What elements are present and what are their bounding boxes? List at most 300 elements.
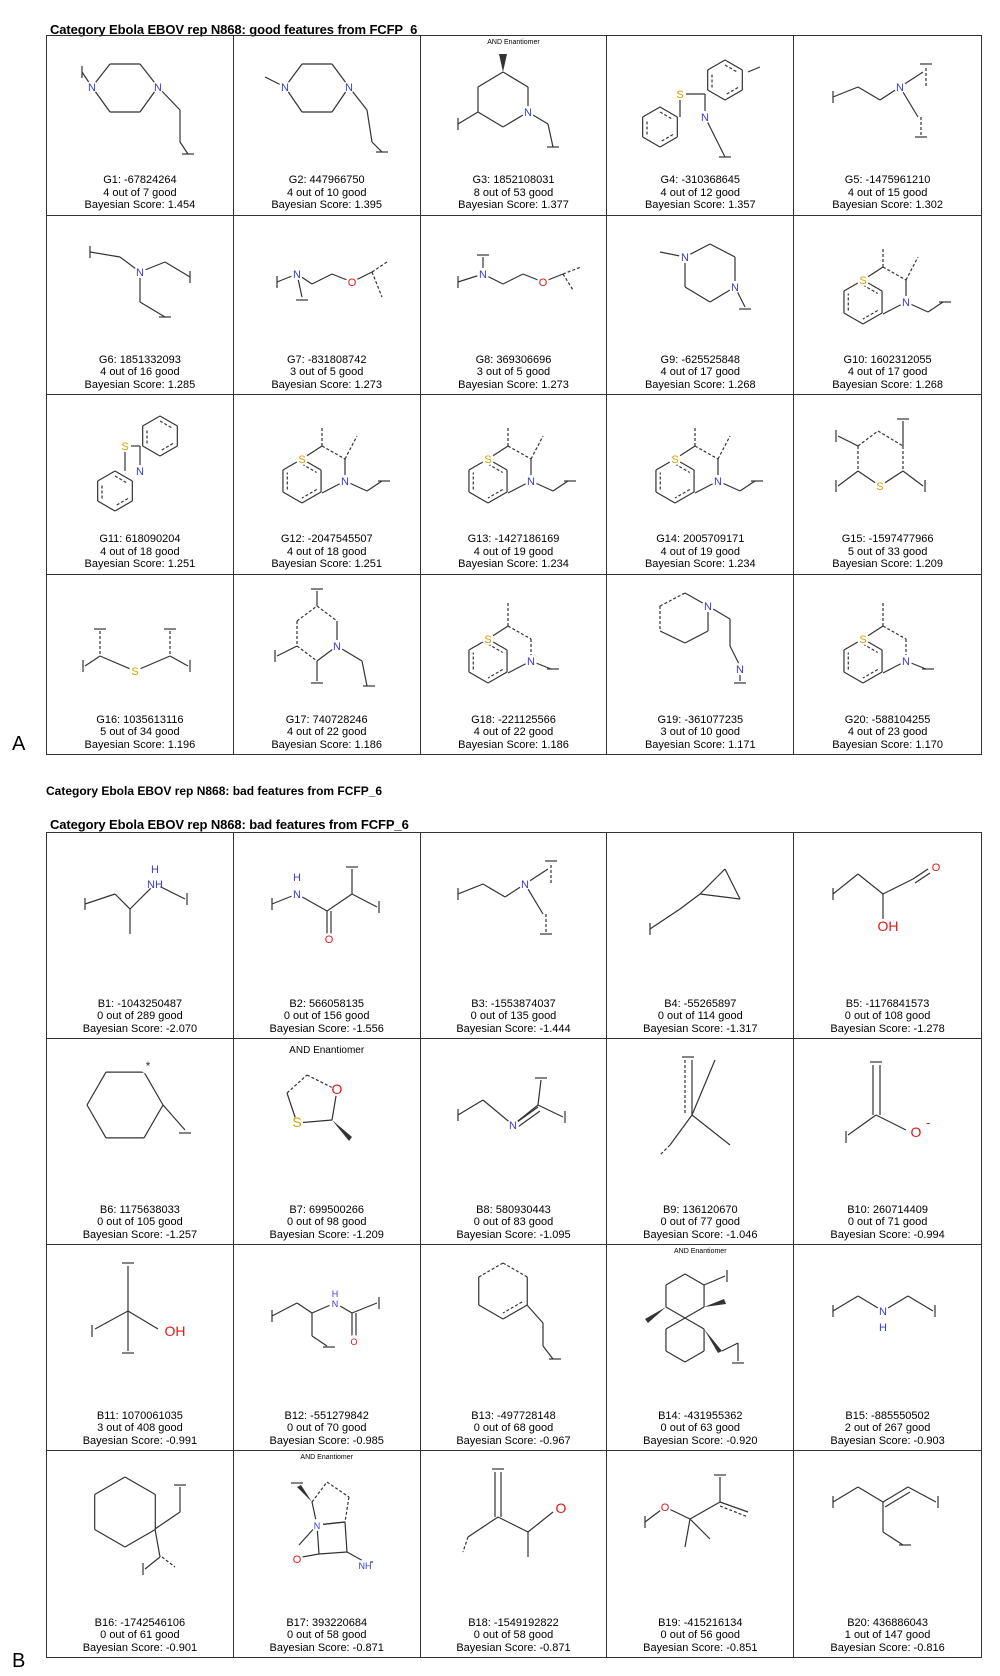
- structure-drawing: [813, 839, 963, 959]
- feature-score: Bayesian Score: -1.317: [643, 1022, 758, 1035]
- feature-score: Bayesian Score: 1.186: [271, 738, 383, 751]
- molecule-sulfide: [83, 629, 190, 678]
- molecule-amide2: [272, 1287, 379, 1347]
- bond: [725, 869, 740, 899]
- aromatic-bond: [863, 310, 878, 319]
- bond: [675, 492, 694, 503]
- feature-good: 5 out of 34 good: [100, 726, 180, 738]
- feature-cell: [421, 395, 608, 575]
- feature-score: Bayesian Score: 1.234: [458, 558, 569, 570]
- atom-n: N: [153, 82, 162, 94]
- feature-caption: [794, 1204, 981, 1242]
- wedge-bond: [297, 1485, 312, 1502]
- bond: [140, 302, 165, 317]
- feature-caption: [234, 1617, 420, 1655]
- feature-cell: [421, 1039, 608, 1245]
- feature-cell: [421, 1245, 608, 1451]
- feature-good: 5 out of 33 good: [847, 545, 928, 558]
- atom-h: H: [150, 864, 159, 876]
- atom-n: N: [521, 879, 530, 891]
- feature-score: Bayesian Score: -1.095: [456, 1228, 571, 1241]
- feature-good: 4 out of 19 good: [660, 545, 741, 558]
- bond: [863, 672, 882, 683]
- bond: [170, 656, 188, 666]
- feature-score: Bayesian Score: -1.209: [269, 1228, 384, 1241]
- bond: [656, 492, 675, 503]
- bond: [720, 1502, 748, 1512]
- atom-n: N: [895, 82, 904, 94]
- bond: [660, 137, 677, 147]
- feature-caption: [794, 354, 981, 392]
- aromatic-bond: [858, 431, 878, 446]
- feature-good: 4 out of 7 good: [103, 186, 177, 199]
- bond: [144, 1072, 163, 1105]
- bond: [272, 1303, 297, 1316]
- bond: [125, 1530, 155, 1548]
- bond: [483, 884, 505, 897]
- bond: [479, 1305, 503, 1319]
- structure-drawing: [252, 1457, 402, 1577]
- feature-good: 4 out of 18 good: [100, 545, 180, 558]
- feature-cell: [794, 216, 981, 396]
- molecule-phenothiazine: [643, 60, 760, 157]
- feature-caption: [234, 533, 420, 571]
- aromatic-bond: [563, 267, 581, 274]
- atom-s: S: [484, 633, 493, 646]
- atom-n: N: [135, 466, 144, 478]
- atom-label: *: [145, 1059, 151, 1073]
- bond: [143, 446, 160, 456]
- atom-h: H: [292, 872, 301, 884]
- feature-cell: [607, 575, 794, 755]
- bond: [883, 879, 913, 894]
- bond: [302, 1554, 319, 1557]
- bond: [858, 87, 880, 100]
- feature-id: B19: -415216134: [658, 1616, 743, 1629]
- bond: [708, 90, 725, 100]
- feature-caption: [607, 354, 793, 392]
- molecule-decalin: [645, 1270, 744, 1363]
- feature-cell: [607, 1451, 794, 1657]
- molecule-imine: [458, 1078, 565, 1132]
- bond: [885, 1492, 910, 1507]
- feature-good: 0 out of 289 good: [97, 1010, 183, 1022]
- molecule-amine-open: [275, 589, 375, 686]
- atom-n: N: [331, 1299, 338, 1309]
- structure-drawing: [65, 401, 215, 521]
- panel-b-title: Category Ebola EBOV rep N868: bad features from FCFP_6: [50, 817, 409, 832]
- aromatic-bond: [695, 446, 718, 459]
- feature-caption: [234, 998, 420, 1036]
- feature-score: Bayesian Score: -1.257: [82, 1228, 198, 1241]
- feature-cell: [234, 1039, 421, 1245]
- bond: [155, 1512, 180, 1529]
- structure-drawing: [813, 222, 963, 342]
- structure-drawing: [65, 1251, 215, 1371]
- bond: [488, 492, 507, 503]
- bond: [928, 302, 943, 312]
- atom-nh: NH: [146, 879, 163, 891]
- feature-id: G2: 447966750: [288, 174, 365, 186]
- feature-score: Bayesian Score: -0.871: [269, 1641, 384, 1654]
- atom-n: N: [479, 268, 488, 281]
- feature-id: G19: -361077235: [657, 713, 744, 726]
- feature-score: Bayesian Score: 1.196: [84, 738, 196, 751]
- feature-caption: [421, 1204, 607, 1242]
- structure-drawing: [625, 581, 775, 701]
- bond: [692, 1060, 715, 1115]
- aromatic-bond: [883, 267, 906, 280]
- molecule-pip-nmethyl: [660, 244, 751, 309]
- structure-drawing: [625, 1045, 775, 1165]
- bond: [367, 481, 382, 491]
- structure-drawing: [438, 222, 588, 342]
- feature-cell: [234, 216, 421, 396]
- bond: [458, 884, 483, 894]
- structure-drawing: [438, 839, 588, 959]
- atom-s: S: [292, 1114, 302, 1130]
- aromatic-bond: [322, 446, 345, 459]
- bond: [710, 244, 735, 257]
- bond: [903, 471, 923, 486]
- bond: [115, 471, 132, 481]
- bond: [913, 869, 928, 879]
- bond: [833, 87, 858, 97]
- bond: [660, 107, 677, 117]
- feature-cell: [47, 1451, 234, 1657]
- atom-n: N: [701, 112, 710, 124]
- molecule-alkene-chain: [833, 1487, 938, 1545]
- bond: [680, 894, 700, 909]
- feature-id: B11: 1070061035: [96, 1409, 183, 1422]
- feature-caption: [607, 1617, 793, 1655]
- feature-caption: [47, 1410, 233, 1448]
- feature-caption: [47, 174, 233, 212]
- aromatic-bond: [675, 490, 690, 499]
- bond: [297, 1303, 312, 1313]
- bond: [908, 1296, 933, 1311]
- feature-caption: [47, 1617, 233, 1655]
- atom-o: O: [347, 276, 356, 289]
- feature-id: B12: -551279842: [284, 1409, 369, 1422]
- feature-good: 4 out of 12 good: [660, 186, 741, 199]
- bond: [87, 1105, 106, 1138]
- feature-caption: [234, 714, 420, 752]
- atom-s: S: [858, 274, 867, 287]
- bond: [858, 874, 883, 894]
- aromatic-bond: [488, 490, 503, 499]
- feature-caption: [421, 714, 607, 752]
- atom-label: OH: [164, 1323, 186, 1339]
- molecule-ether-quat: [645, 1475, 748, 1547]
- bond: [95, 1311, 128, 1329]
- structure-drawing: [65, 1045, 215, 1165]
- feature-id: B15: -885550502: [845, 1409, 930, 1422]
- molecule-amino-ether: [277, 262, 387, 300]
- feature-caption: [794, 714, 981, 752]
- bond: [469, 492, 488, 503]
- bond: [700, 869, 725, 894]
- feature-good: 4 out of 10 good: [286, 186, 367, 199]
- bond: [503, 274, 523, 284]
- aromatic-bond: [508, 626, 531, 639]
- feature-score: Bayesian Score: 1.268: [644, 378, 756, 391]
- bond: [503, 72, 528, 87]
- feature-score: Bayesian Score: 1.285: [84, 378, 196, 391]
- atom-s: S: [298, 454, 306, 466]
- bond: [180, 142, 188, 154]
- bond: [302, 492, 321, 503]
- feature-caption: [794, 1410, 981, 1448]
- feature-good: 0 out of 135 good: [470, 1010, 557, 1022]
- feature-score: Bayesian Score: 1.273: [458, 378, 569, 391]
- feature-good: 0 out of 56 good: [660, 1629, 741, 1641]
- feature-id: B7: 699500266: [289, 1203, 365, 1216]
- aromatic-bond: [297, 646, 317, 661]
- structure-drawing: [813, 581, 963, 701]
- feature-good: 3 out of 5 good: [476, 366, 551, 378]
- feature-caption: [47, 1204, 233, 1242]
- feature-caption: [607, 1410, 793, 1448]
- feature-cell: [47, 36, 234, 216]
- panel-b-grid: [46, 832, 982, 1658]
- structure-drawing: [813, 1045, 963, 1165]
- bond: [312, 274, 332, 284]
- feature-cell: [794, 1451, 981, 1657]
- feature-caption: [421, 533, 607, 571]
- bond: [666, 1318, 685, 1329]
- atom-s: S: [875, 481, 884, 493]
- feature-cell: [421, 216, 608, 396]
- bond: [863, 313, 882, 324]
- bond: [692, 1115, 730, 1145]
- aromatic-bond: [720, 1506, 748, 1517]
- feature-id: B5: -1176841573: [845, 997, 930, 1010]
- structure-drawing: [438, 42, 588, 162]
- feature-good: 4 out of 16 good: [100, 366, 180, 378]
- feature-score: Bayesian Score: -1.444: [456, 1022, 571, 1035]
- wedge-bond: [704, 1329, 722, 1353]
- bond: [883, 1487, 908, 1502]
- bond: [362, 661, 367, 686]
- feature-cell: [794, 395, 981, 575]
- feature-id: B20: 436886043: [847, 1616, 928, 1629]
- aromatic-bond: [563, 274, 573, 290]
- molecule-amine-branch: [833, 64, 932, 137]
- wedge-bond: [332, 1120, 352, 1141]
- molecule-thiazine-chain: [656, 426, 763, 503]
- aromatic-bond: [345, 1497, 349, 1522]
- bond: [283, 492, 302, 503]
- aromatic-bond: [162, 1557, 175, 1567]
- feature-score: Bayesian Score: -0.871: [456, 1641, 571, 1654]
- feature-good: 4 out of 22 good: [473, 726, 554, 738]
- bond: [838, 436, 858, 446]
- atom-o: O: [539, 276, 548, 289]
- aromatic-bond: [327, 1482, 349, 1497]
- feature-good: 0 out of 83 good: [473, 1216, 554, 1228]
- feature-score: Bayesian Score: -0.985: [269, 1434, 384, 1447]
- molecule-thiazine-open: [836, 419, 925, 493]
- charge-minus: -: [925, 1115, 930, 1130]
- aromatic-bond: [878, 431, 903, 446]
- structure-drawing: [813, 1457, 963, 1577]
- molecule-ketone: [463, 1469, 567, 1557]
- panel-b-letter: B: [12, 1650, 26, 1672]
- feature-caption: [794, 533, 981, 571]
- feature-score: Bayesian Score: 1.454: [84, 199, 196, 211]
- structure-drawing: [65, 581, 215, 701]
- bond: [685, 287, 710, 302]
- bond: [708, 60, 725, 70]
- feature-id: G10: 1602312055: [843, 353, 932, 366]
- feature-good: 0 out of 108 good: [844, 1010, 931, 1022]
- molecule-thiazine-chain: [469, 426, 576, 503]
- feature-id: G9: -625525848: [660, 353, 741, 366]
- feature-id: G7: -831808742: [286, 353, 367, 366]
- bond: [725, 90, 742, 100]
- bond: [115, 501, 132, 511]
- feature-cell: [607, 1039, 794, 1245]
- feature-caption: [421, 354, 607, 392]
- atom-h: H: [878, 1322, 887, 1334]
- feature-caption: [421, 1410, 607, 1448]
- structure-drawing: [252, 1251, 402, 1371]
- feature-caption: [421, 1617, 607, 1655]
- structure-drawing: [65, 1457, 215, 1577]
- feature-score: Bayesian Score: -0.994: [830, 1228, 945, 1241]
- feature-good: 0 out of 58 good: [473, 1629, 554, 1641]
- bond: [527, 1305, 543, 1323]
- bond: [722, 1343, 738, 1351]
- bond: [155, 1529, 160, 1557]
- feature-id: B6: 1175638033: [99, 1203, 180, 1216]
- feature-score: Bayesian Score: 1.395: [271, 199, 383, 211]
- molecule-cyclohexyl-quat: [95, 1477, 186, 1575]
- atom-n: N: [704, 600, 713, 613]
- feature-good: 0 out of 71 good: [847, 1216, 928, 1228]
- feature-id: G17: 740728246: [285, 713, 368, 726]
- atom-s: S: [131, 665, 139, 678]
- feature-score: Bayesian Score: 1.302: [832, 199, 943, 211]
- feature-caption: [234, 1204, 420, 1242]
- feature-score: Bayesian Score: -1.556: [269, 1022, 384, 1035]
- aromatic-bond: [883, 626, 906, 639]
- molecule-thiazine-short: [469, 603, 559, 683]
- atom-o: O: [661, 1502, 670, 1514]
- bond: [833, 1296, 858, 1311]
- enantiomer-note: AND Enantiomer: [300, 1454, 353, 1461]
- molecule-cyclopropyl: [650, 869, 740, 935]
- structure-drawing: [625, 839, 775, 959]
- molecule-carboxylate: [846, 1062, 930, 1143]
- feature-id: G15: -1597477966: [841, 533, 934, 545]
- bond: [685, 631, 708, 643]
- feature-id: B8: 580930443: [476, 1203, 551, 1216]
- enantiomer-note: AND Enantiomer: [289, 1045, 365, 1056]
- feature-cell: [47, 1245, 234, 1451]
- bond: [128, 1311, 158, 1329]
- feature-cell: [234, 1451, 421, 1657]
- atom-o: O: [931, 862, 940, 874]
- bond: [468, 1517, 498, 1537]
- molecule-alkene-branch: [660, 1057, 730, 1155]
- structure-drawing: [252, 401, 402, 521]
- bond: [690, 1519, 710, 1539]
- feature-good: 0 out of 68 good: [473, 1422, 554, 1434]
- feature-cell: [421, 833, 608, 1039]
- structure-drawing: [625, 42, 775, 162]
- atom-o_minus: O: [910, 1124, 922, 1140]
- atom-s: S: [671, 454, 679, 466]
- feature-good: 3 out of 5 good: [289, 366, 364, 378]
- atom-n: N: [731, 281, 740, 294]
- bond: [312, 1336, 327, 1346]
- atom-s: S: [676, 89, 684, 101]
- atom-n: N: [313, 1521, 320, 1531]
- feature-score: Bayesian Score: -0.901: [82, 1641, 198, 1654]
- bond: [503, 1305, 527, 1319]
- bond: [469, 672, 488, 683]
- molecule-cyclohexyl: [87, 1058, 191, 1138]
- aromatic-bond: [463, 1537, 468, 1552]
- molecule-acid: [833, 861, 942, 935]
- structure-drawing: [438, 1045, 588, 1165]
- feature-cell: [607, 833, 794, 1039]
- bond: [643, 107, 660, 117]
- feature-score: Bayesian Score: 1.273: [271, 378, 383, 391]
- feature-score: Bayesian Score: -0.851: [643, 1641, 758, 1654]
- feature-cell: [794, 36, 981, 216]
- wedge-bond: [704, 1299, 726, 1307]
- bond: [844, 672, 863, 683]
- feature-cell: [234, 395, 421, 575]
- aromatic-bond: [488, 669, 503, 678]
- bond: [528, 1512, 553, 1532]
- aromatic-bond: [312, 1482, 327, 1502]
- structure-drawing: [625, 401, 775, 521]
- aromatic-bond: [345, 436, 357, 459]
- bond: [670, 1115, 692, 1145]
- bond: [700, 894, 740, 899]
- molecule-triethylamine: [90, 246, 190, 317]
- feature-score: Bayesian Score: -1.046: [643, 1228, 758, 1241]
- bond: [685, 1307, 704, 1318]
- enantiomer-note: AND Enantiomer: [674, 1248, 727, 1255]
- structure-drawing: [813, 401, 963, 521]
- molecule-tert-alcohol: [92, 1263, 186, 1353]
- aromatic-bond: [287, 1075, 307, 1093]
- bond: [327, 894, 352, 911]
- feature-score: Bayesian Score: 1.251: [84, 558, 196, 570]
- atom-nh: NH: [358, 1561, 372, 1571]
- feature-caption: [607, 714, 793, 752]
- feature-cell: [421, 36, 608, 216]
- feature-id: G4: -310368645: [660, 174, 741, 186]
- feature-score: Bayesian Score: -0.920: [643, 1434, 758, 1447]
- atom-n: N: [736, 663, 745, 676]
- aromatic-bond: [302, 490, 317, 499]
- feature-cell: [47, 833, 234, 1039]
- structure-drawing: [252, 839, 402, 959]
- feature-score: Bayesian Score: 1.171: [644, 738, 756, 751]
- aromatic-bond: [863, 669, 878, 678]
- feature-score: Bayesian Score: -0.903: [830, 1434, 945, 1447]
- molecule-phenothiazine-plain: [98, 416, 178, 511]
- feature-caption: [607, 998, 793, 1036]
- feature-score: Bayesian Score: 1.234: [644, 558, 756, 570]
- atom-s: S: [121, 441, 129, 453]
